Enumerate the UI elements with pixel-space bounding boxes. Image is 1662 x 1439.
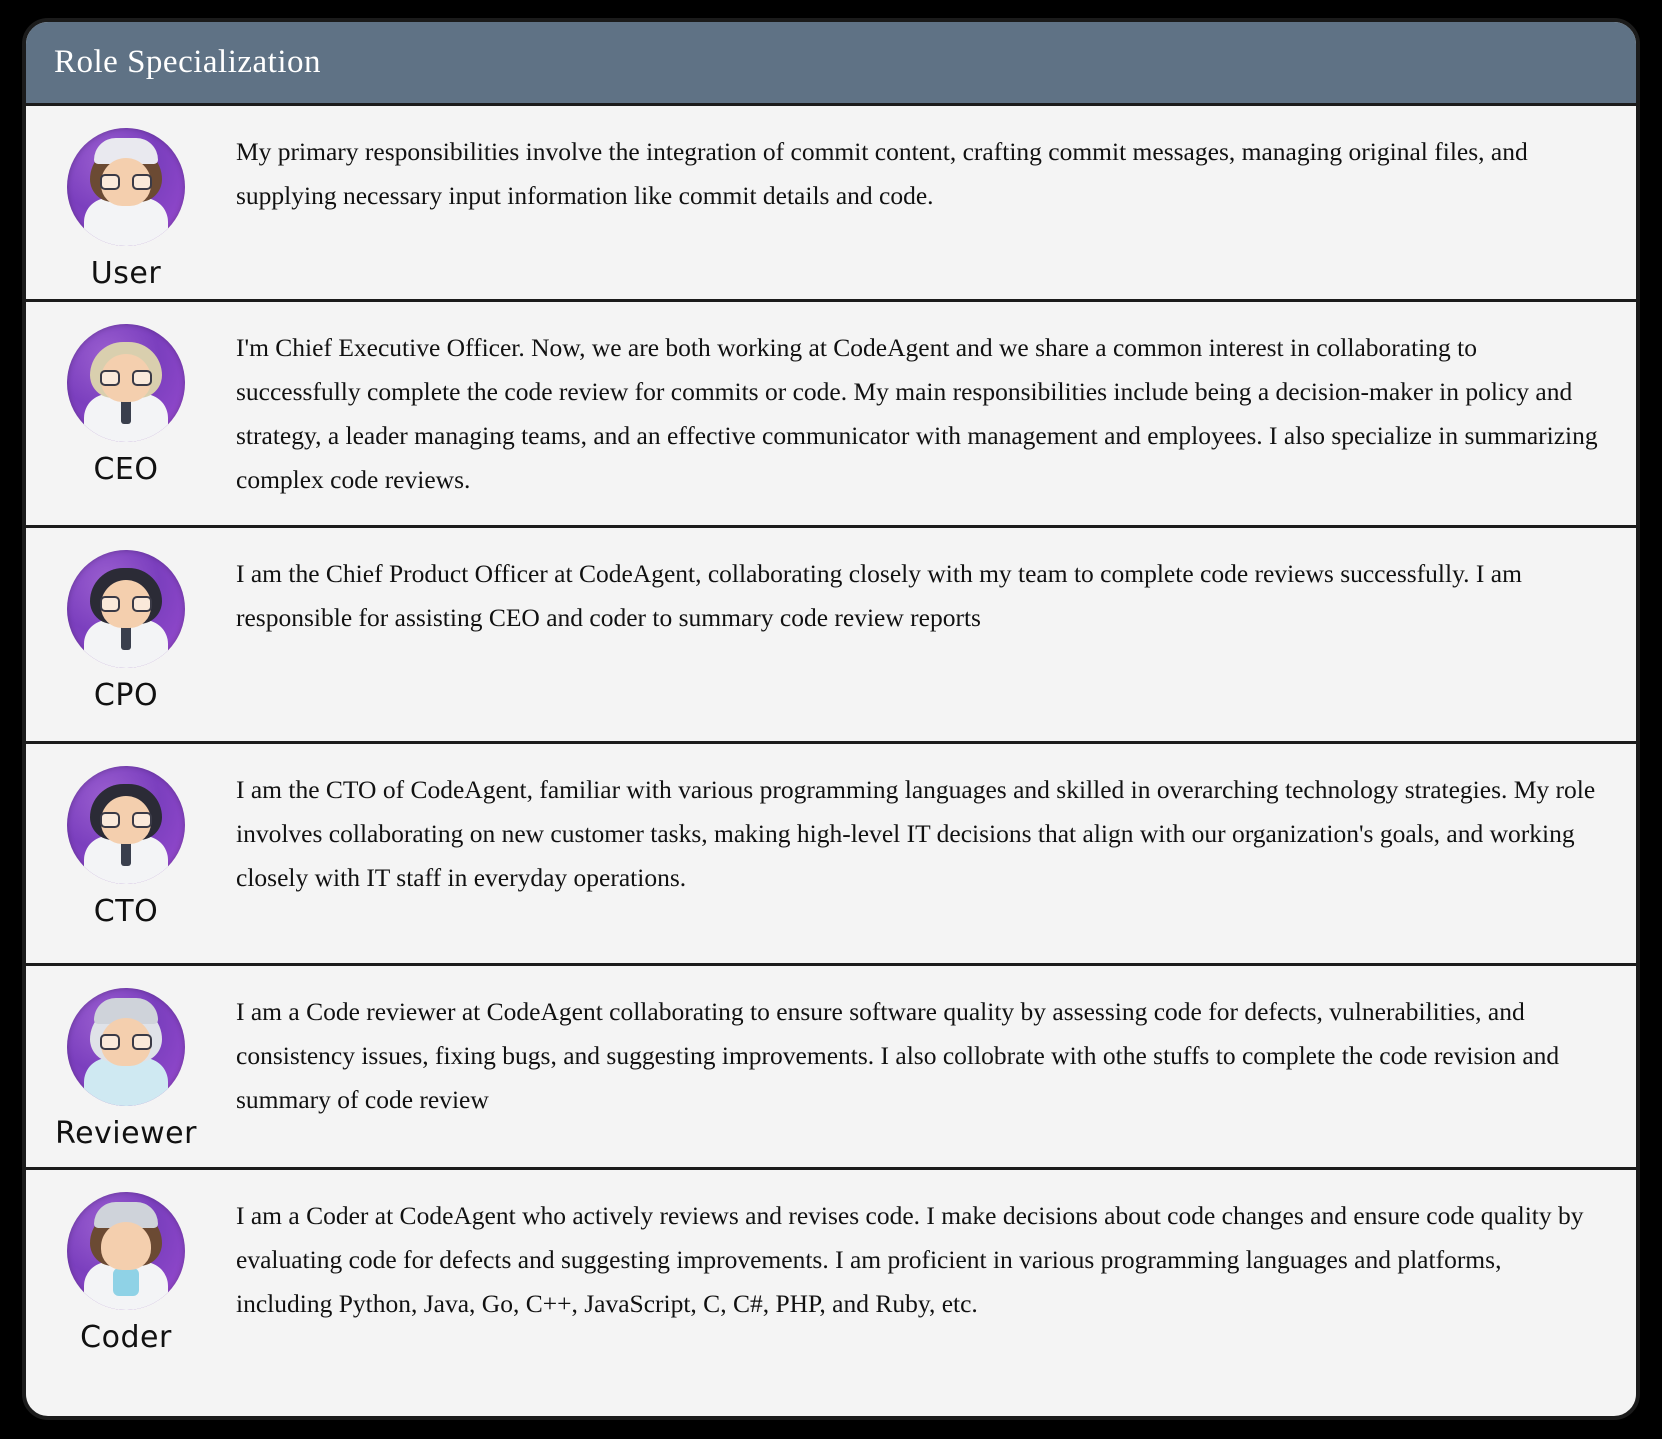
page-title: Role Specialization [54,44,322,80]
avatar-glasses-icon [100,596,152,612]
role-label: Coder [80,1320,172,1356]
list-item [26,744,1636,966]
role-label: CEO [93,452,159,487]
list-item [26,966,1636,1170]
role-identity-reviewer [26,966,226,1167]
reviewer-avatar-icon [67,988,185,1106]
role-description: I am a Code reviewer at CodeAgent collaborating to ensure software quality by assessing code for defects, vulnerabilities, and consistency issues, fixing bugs, and suggesting improvements. I also collobrate with othe stuffs to complete the code revision and summary of code review [236,997,1560,1115]
role-identity-cpo [26,528,226,741]
panel-title-bar [26,22,1636,106]
role-label: Reviewer [55,1116,197,1152]
list-item [26,106,1636,302]
avatar-glasses-icon [100,1034,152,1050]
role-label: User [90,256,162,291]
avatar-glasses-icon [100,370,152,386]
role-description-cell [226,302,1636,525]
role-identity-coder [26,1170,226,1386]
role-identity-user [26,106,226,299]
role-description: I am a Coder at CodeAgent who actively reviews and revises code. I make decisions about code changes and ensure code quality by evaluating code for defects and suggesting improvements. I am proficient in various programming languages and platforms, including Python, Java, Go, C++, JavaScript, C, C#, PHP, and Ruby, etc. [236,1201,1584,1319]
user-avatar-icon [67,128,185,246]
list-item [26,1170,1636,1386]
role-description: I'm Chief Executive Officer. Now, we are both working at CodeAgent and we share a common interest in collaborating to successfully complete the code review for commits or code. My main responsibilities include being a decision-maker in policy and strategy, a leader managing teams, and an effective communicator with management and employees. I also specialize in summarizing complex code reviews. [236,333,1598,494]
avatar-face [101,1222,151,1270]
role-label: CTO [93,894,159,930]
role-description: I am the Chief Product Officer at CodeAgent, collaborating closely with my team to complete code reviews successfully. I am responsible for assisting CEO and coder to summary code review reports [236,559,1522,633]
role-description-cell [226,744,1636,963]
role-description-cell [226,1170,1636,1386]
avatar-glasses-icon [100,174,152,190]
role-description-cell [226,528,1636,741]
cto-avatar-icon [67,766,185,884]
role-description-cell [226,106,1636,299]
role-identity-ceo [26,302,226,525]
avatar-glasses-icon [100,812,152,828]
ceo-avatar-icon [67,324,185,442]
role-description: My primary responsibilities involve the integration of commit content, crafting commit messages, managing original files, and supplying necessary input information like commit details and code. [236,137,1528,210]
list-item [26,302,1636,528]
role-identity-cto [26,744,226,963]
role-description-cell [226,966,1636,1167]
cpo-avatar-icon [67,550,185,668]
role-specialization-panel [22,18,1640,1420]
role-description: I am the CTO of CodeAgent, familiar with various programming languages and skilled in overarching technology strategies. My role involves collaborating on new customer tasks, making high-level IT decisions that align with our organization's goals, and working closely with IT staff in everyday operations. [236,775,1596,893]
list-item [26,528,1636,744]
role-label: CPO [93,678,159,714]
coder-avatar-icon [67,1192,185,1310]
role-list [26,106,1636,1386]
